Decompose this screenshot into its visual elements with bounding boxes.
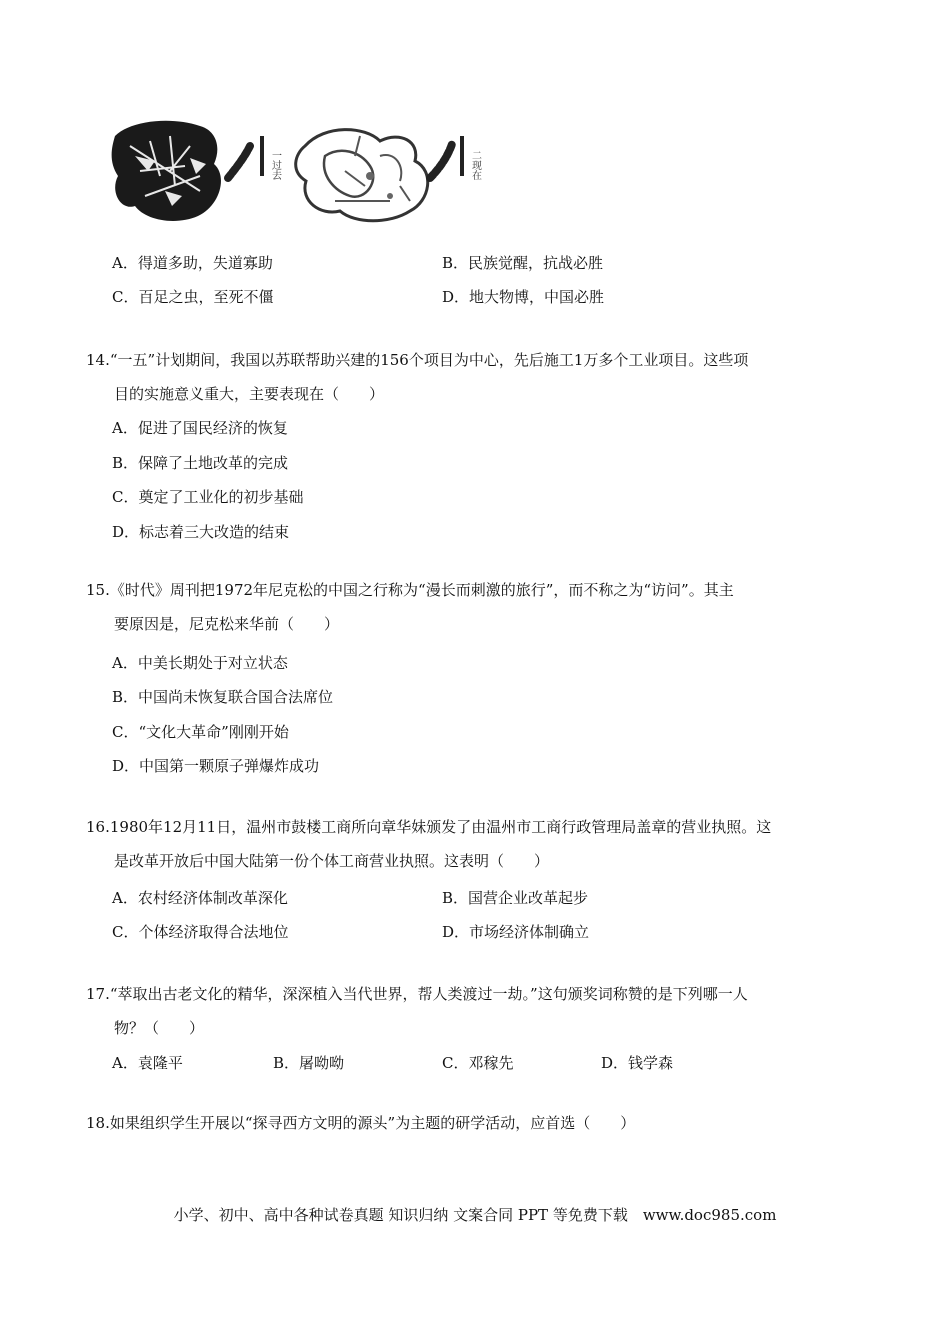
question-16 xyxy=(86,810,866,878)
q14-option-b[interactable]: B．保障了土地改革的完成 xyxy=(112,454,289,472)
q14-option-c[interactable]: C．奠定了工业化的初步基础 xyxy=(112,488,304,506)
q17-option-a[interactable]: A．袁隆平 xyxy=(112,1054,183,1072)
q16-stem-line2: 是改革开放后中国大陆第一份个体工商营业执照。这表明（ ） xyxy=(114,852,550,870)
q15-option-c[interactable]: C．“文化大革命”刚刚开始 xyxy=(112,723,289,741)
q14-stem-line2: 目的实施意义重大，主要表现在（ ） xyxy=(114,385,385,403)
q13-option-a[interactable]: A．得道多助，失道寡助 xyxy=(112,254,273,272)
q16-option-c[interactable]: C．个体经济取得合法地位 xyxy=(112,923,289,941)
q17-stem-line2: 物？（ ） xyxy=(114,1019,205,1037)
q14-option-a[interactable]: A．促进了国民经济的恢复 xyxy=(112,419,288,437)
q16-option-b[interactable]: B．国营企业改革起步 xyxy=(442,889,589,907)
q14-option-d[interactable]: D．标志着三大改造的结束 xyxy=(112,523,290,541)
q17-stem-line1: 17.“萃取出古老文化的精华，深深植入当代世界，帮人类渡过一劫。”这句颁奖词称赞的是下列哪一人 xyxy=(86,985,748,1003)
q17-option-c[interactable]: C．邓稼先 xyxy=(442,1054,514,1072)
q15-option-a[interactable]: A．中美长期处于对立状态 xyxy=(112,654,288,672)
eaten-leaf-image xyxy=(296,130,428,221)
q15-option-d[interactable]: D．中国第一颗原子弹爆炸成功 xyxy=(112,757,320,775)
cartoon-figure xyxy=(110,116,490,226)
page-footer: 小学、初中、高中各种试卷真题 知识归纳 文案合同 PPT 等免费下载 www.doc985.com xyxy=(173,1206,777,1224)
cartoon-illustration xyxy=(110,116,490,226)
q17-option-d[interactable]: D．钱学森 xyxy=(601,1054,674,1072)
q16-option-a[interactable]: A．农村经济体制改革深化 xyxy=(112,889,288,907)
q17-option-b[interactable]: B．屠呦呦 xyxy=(273,1054,345,1072)
q18-stem-line1: 18.如果组织学生开展以“探寻西方文明的源头”为主题的研学活动，应首选（ ） xyxy=(86,1114,636,1132)
right-caption: 二现在 xyxy=(469,150,481,180)
q15-stem-line2: 要原因是，尼克松来华前（ ） xyxy=(114,615,340,633)
left-caption: 一过去 xyxy=(269,150,281,180)
q15-option-b[interactable]: B．中国尚未恢复联合国合法席位 xyxy=(112,688,334,706)
leaf-image xyxy=(112,121,221,221)
q14-stem-line1: 14.“一五”计划期间，我国以苏联帮助兴建的156个项目为中心，先后施工1万多个工业项目。这些项 xyxy=(86,351,749,369)
question-15 xyxy=(86,573,866,641)
q13-option-c[interactable]: C．百足之虫，至死不僵 xyxy=(112,288,274,306)
q13-option-b[interactable]: B．民族觉醒，抗战必胜 xyxy=(442,254,604,272)
question-14 xyxy=(86,343,866,411)
silkworm-image-left xyxy=(228,136,264,178)
q15-stem-line1: 15.《时代》周刊把1972年尼克松的中国之行称为“漫长而刺激的旅行”，而不称之为“访问”。其主 xyxy=(86,581,734,599)
question-18 xyxy=(86,1106,866,1140)
question-17 xyxy=(86,977,866,1045)
silkworm-image-right xyxy=(430,136,464,178)
q13-option-d[interactable]: D．地大物博，中国必胜 xyxy=(442,288,605,306)
q16-stem-line1: 16.1980年12月11日，温州市鼓楼工商所向章华妹颁发了由温州市工商行政管理局盖章的营业执照。这 xyxy=(86,818,772,836)
q16-option-d[interactable]: D．市场经济体制确立 xyxy=(442,923,590,941)
